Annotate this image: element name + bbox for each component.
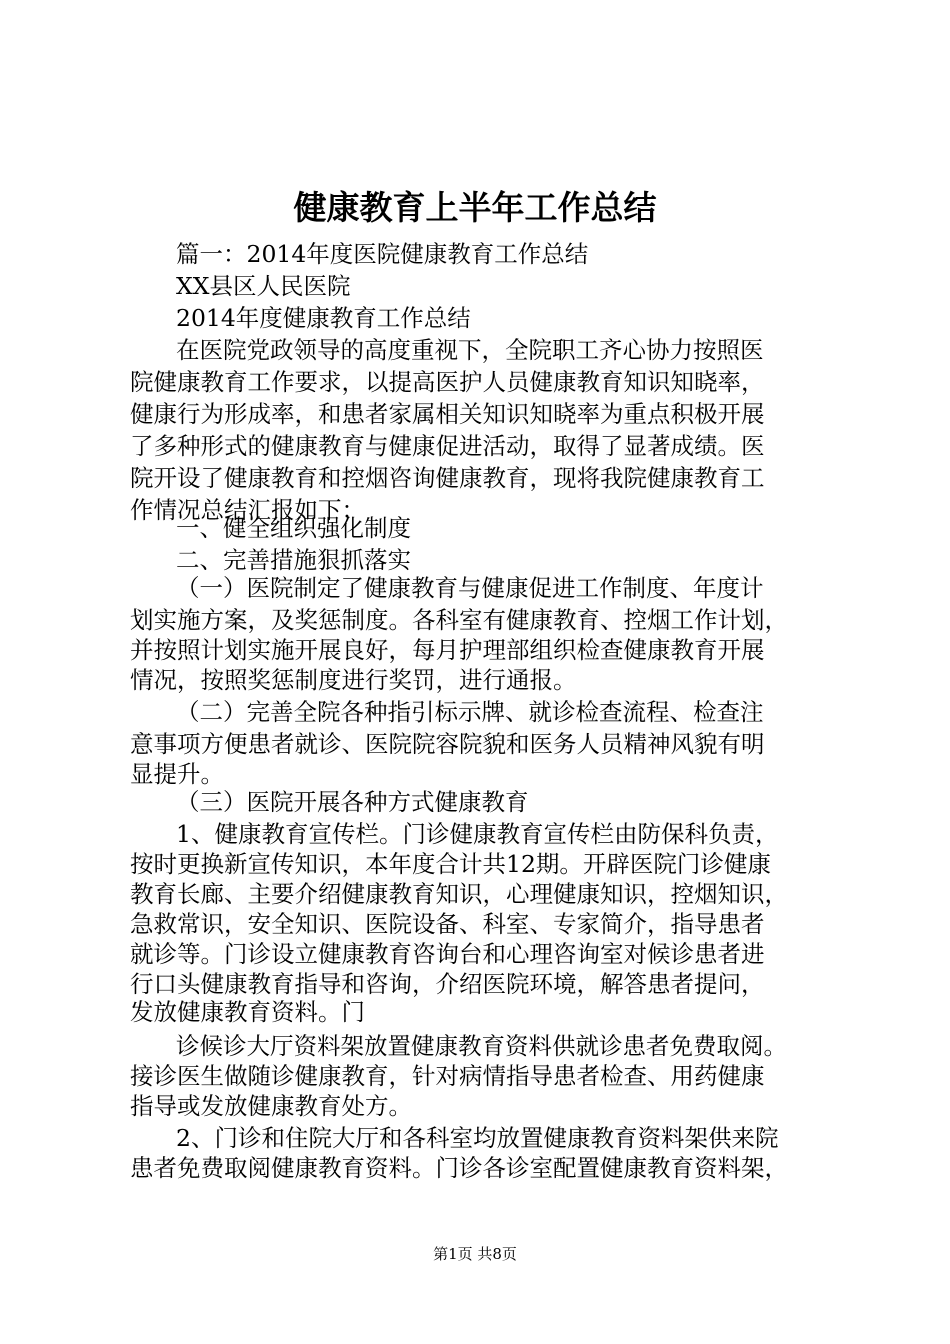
body-line: 2、门诊和住院大厅和各科室均放置健康教育资料架供来院 bbox=[176, 1124, 779, 1152]
body-line: XX县区人民医院 bbox=[176, 272, 351, 300]
body-line: 院开设了健康教育和控烟咨询健康教育，现将我院健康教育工 bbox=[130, 464, 765, 492]
body-line: 行口头健康教育指导和咨询，介绍医院环境，解答患者提问， bbox=[130, 970, 765, 998]
body-line: 发放健康教育资料。门 bbox=[130, 998, 365, 1026]
body-line: 显提升。 bbox=[130, 760, 224, 788]
body-line: 篇一：2014年度医院健康教育工作总结 bbox=[176, 240, 589, 268]
body-line: 接诊医生做随诊健康教育，针对病情指导患者检查、用药健康 bbox=[130, 1062, 765, 1090]
body-line: 一、健全组织强化制度 bbox=[176, 514, 411, 542]
body-line: 意事项方便患者就诊、医院院容院貌和医务人员精神风貌有明 bbox=[130, 730, 765, 758]
body-line: 指导或发放健康教育处方。 bbox=[130, 1092, 412, 1120]
body-line: 情况，按照奖惩制度进行奖罚，进行通报。 bbox=[130, 666, 577, 694]
body-line: 就诊等。门诊设立健康教育咨询台和心理咨询室对候诊患者进 bbox=[130, 940, 765, 968]
body-line: 教育长廊、主要介绍健康教育知识，心理健康知识，控烟知识， bbox=[130, 880, 788, 908]
body-line: 院健康教育工作要求，以提高医护人员健康教育知识知晓率， bbox=[130, 368, 765, 396]
body-line: 在医院党政领导的高度重视下，全院职工齐心协力按照医 bbox=[176, 336, 764, 364]
body-line: 并按照计划实施开展良好，每月护理部组织检查健康教育开展 bbox=[130, 636, 765, 664]
body-line: 健康行为形成率，和患者家属相关知识知晓率为重点积极开展 bbox=[130, 400, 765, 428]
body-line: 划实施方案，及奖惩制度。各科室有健康教育、控烟工作计划， bbox=[130, 606, 788, 634]
document-title: 健康教育上半年工作总结 bbox=[293, 188, 657, 227]
body-line: 2014年度健康教育工作总结 bbox=[176, 304, 471, 332]
body-line: 急救常识，安全知识、医院设备、科室、专家简介，指导患者 bbox=[130, 910, 765, 938]
body-line: （一）医院制定了健康教育与健康促进工作制度、年度计 bbox=[176, 574, 764, 602]
body-line: 作情况总结汇报如下： bbox=[130, 496, 365, 524]
body-line: 患者免费取阅健康教育资料。门诊各诊室配置健康教育资料架， bbox=[130, 1154, 788, 1182]
body-line: 1、健康教育宣传栏。门诊健康教育宣传栏由防保科负责， bbox=[176, 820, 779, 848]
page-number: 第1页 共8页 bbox=[433, 1245, 517, 1263]
body-line: （三）医院开展各种方式健康教育 bbox=[176, 788, 529, 816]
body-line: 了多种形式的健康教育与健康促进活动，取得了显著成绩。医 bbox=[130, 432, 765, 460]
body-line: 诊候诊大厅资料架放置健康教育资料供就诊患者免费取阅。 bbox=[176, 1032, 787, 1060]
body-line: 按时更换新宣传知识，本年度合计共12期。开辟医院门诊健康 bbox=[130, 850, 771, 878]
body-line: 二、完善措施狠抓落实 bbox=[176, 546, 411, 574]
body-line: （二）完善全院各种指引标示牌、就诊检查流程、检查注 bbox=[176, 698, 764, 726]
